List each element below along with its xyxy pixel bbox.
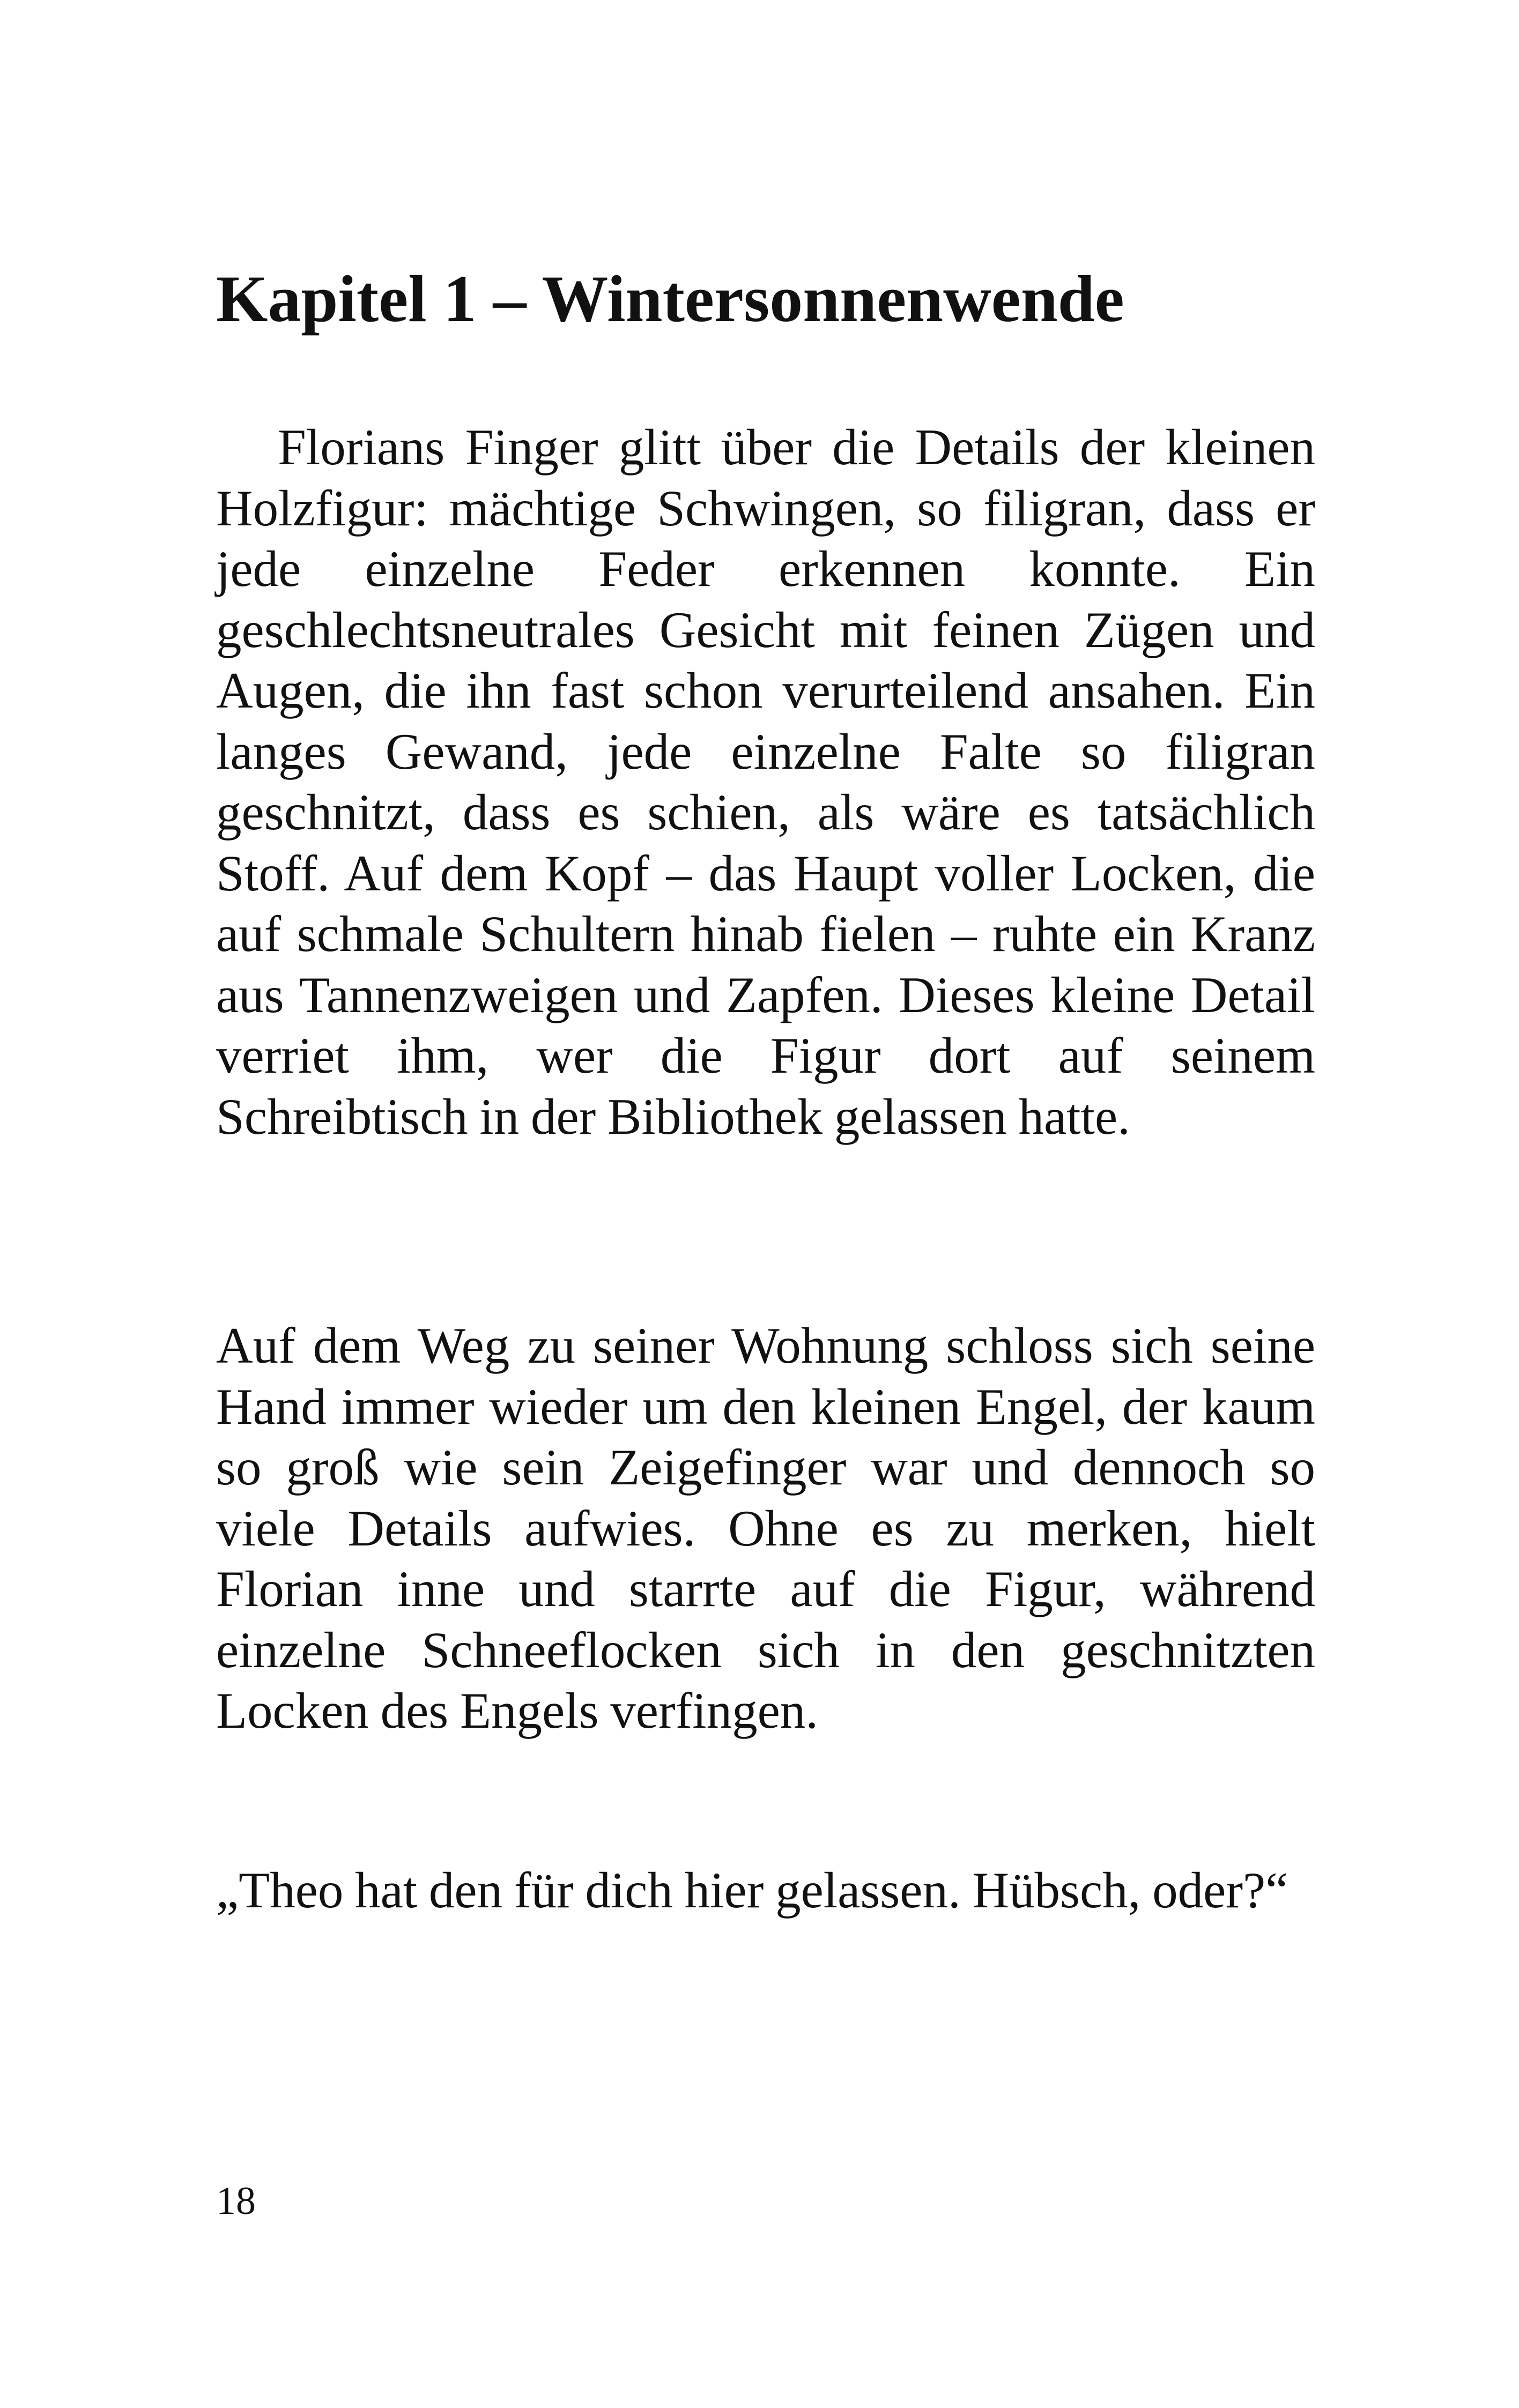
paragraph: „Theo hat den für dich hier gelassen. Hübsch, oder?“ — [216, 1862, 1288, 1919]
chapter-title: Kapitel 1 – Wintersonnenwende — [216, 262, 1124, 336]
paragraph: Auf dem Weg zu seiner Wohnung schloss sich seine Hand immer wieder um den kleinen Engel, der kaum so groß wie sein Zeigefinger war und dennoch so viele Details aufwies. Ohne es zu merken, hielt Florian inne und starrte auf die Figur, während einzelne Schneeflocken sich in den geschnitzten Locken des Engels verfingen. — [216, 1317, 1315, 1739]
page-number: 18 — [216, 2179, 256, 2223]
paragraph: Florians Finger glitt über die Details der kleinen Holzfigur: mächtige Schwingen, so filigran, dass er jede einzelne Feder erkennen konnte. Ein geschlechtsneutrales Gesicht mit feinen Zügen und Augen, die ihn fast schon verurteilend ansahen. Ein langes Gewand, jede einzelne Falte so filigran geschnitzt, dass es schien, als wäre es tatsächlich Stoff. Auf dem Kopf – das Haupt voller Locken, die auf schmale Schultern hinab fielen – ruhte ein Kranz aus Tannenzweigen und Zapfen. Dieses kleine Detail verriet ihm, wer die Figur dort auf seinem Schreibtisch in der Bibliothek gelassen hatte. — [216, 419, 1315, 1145]
